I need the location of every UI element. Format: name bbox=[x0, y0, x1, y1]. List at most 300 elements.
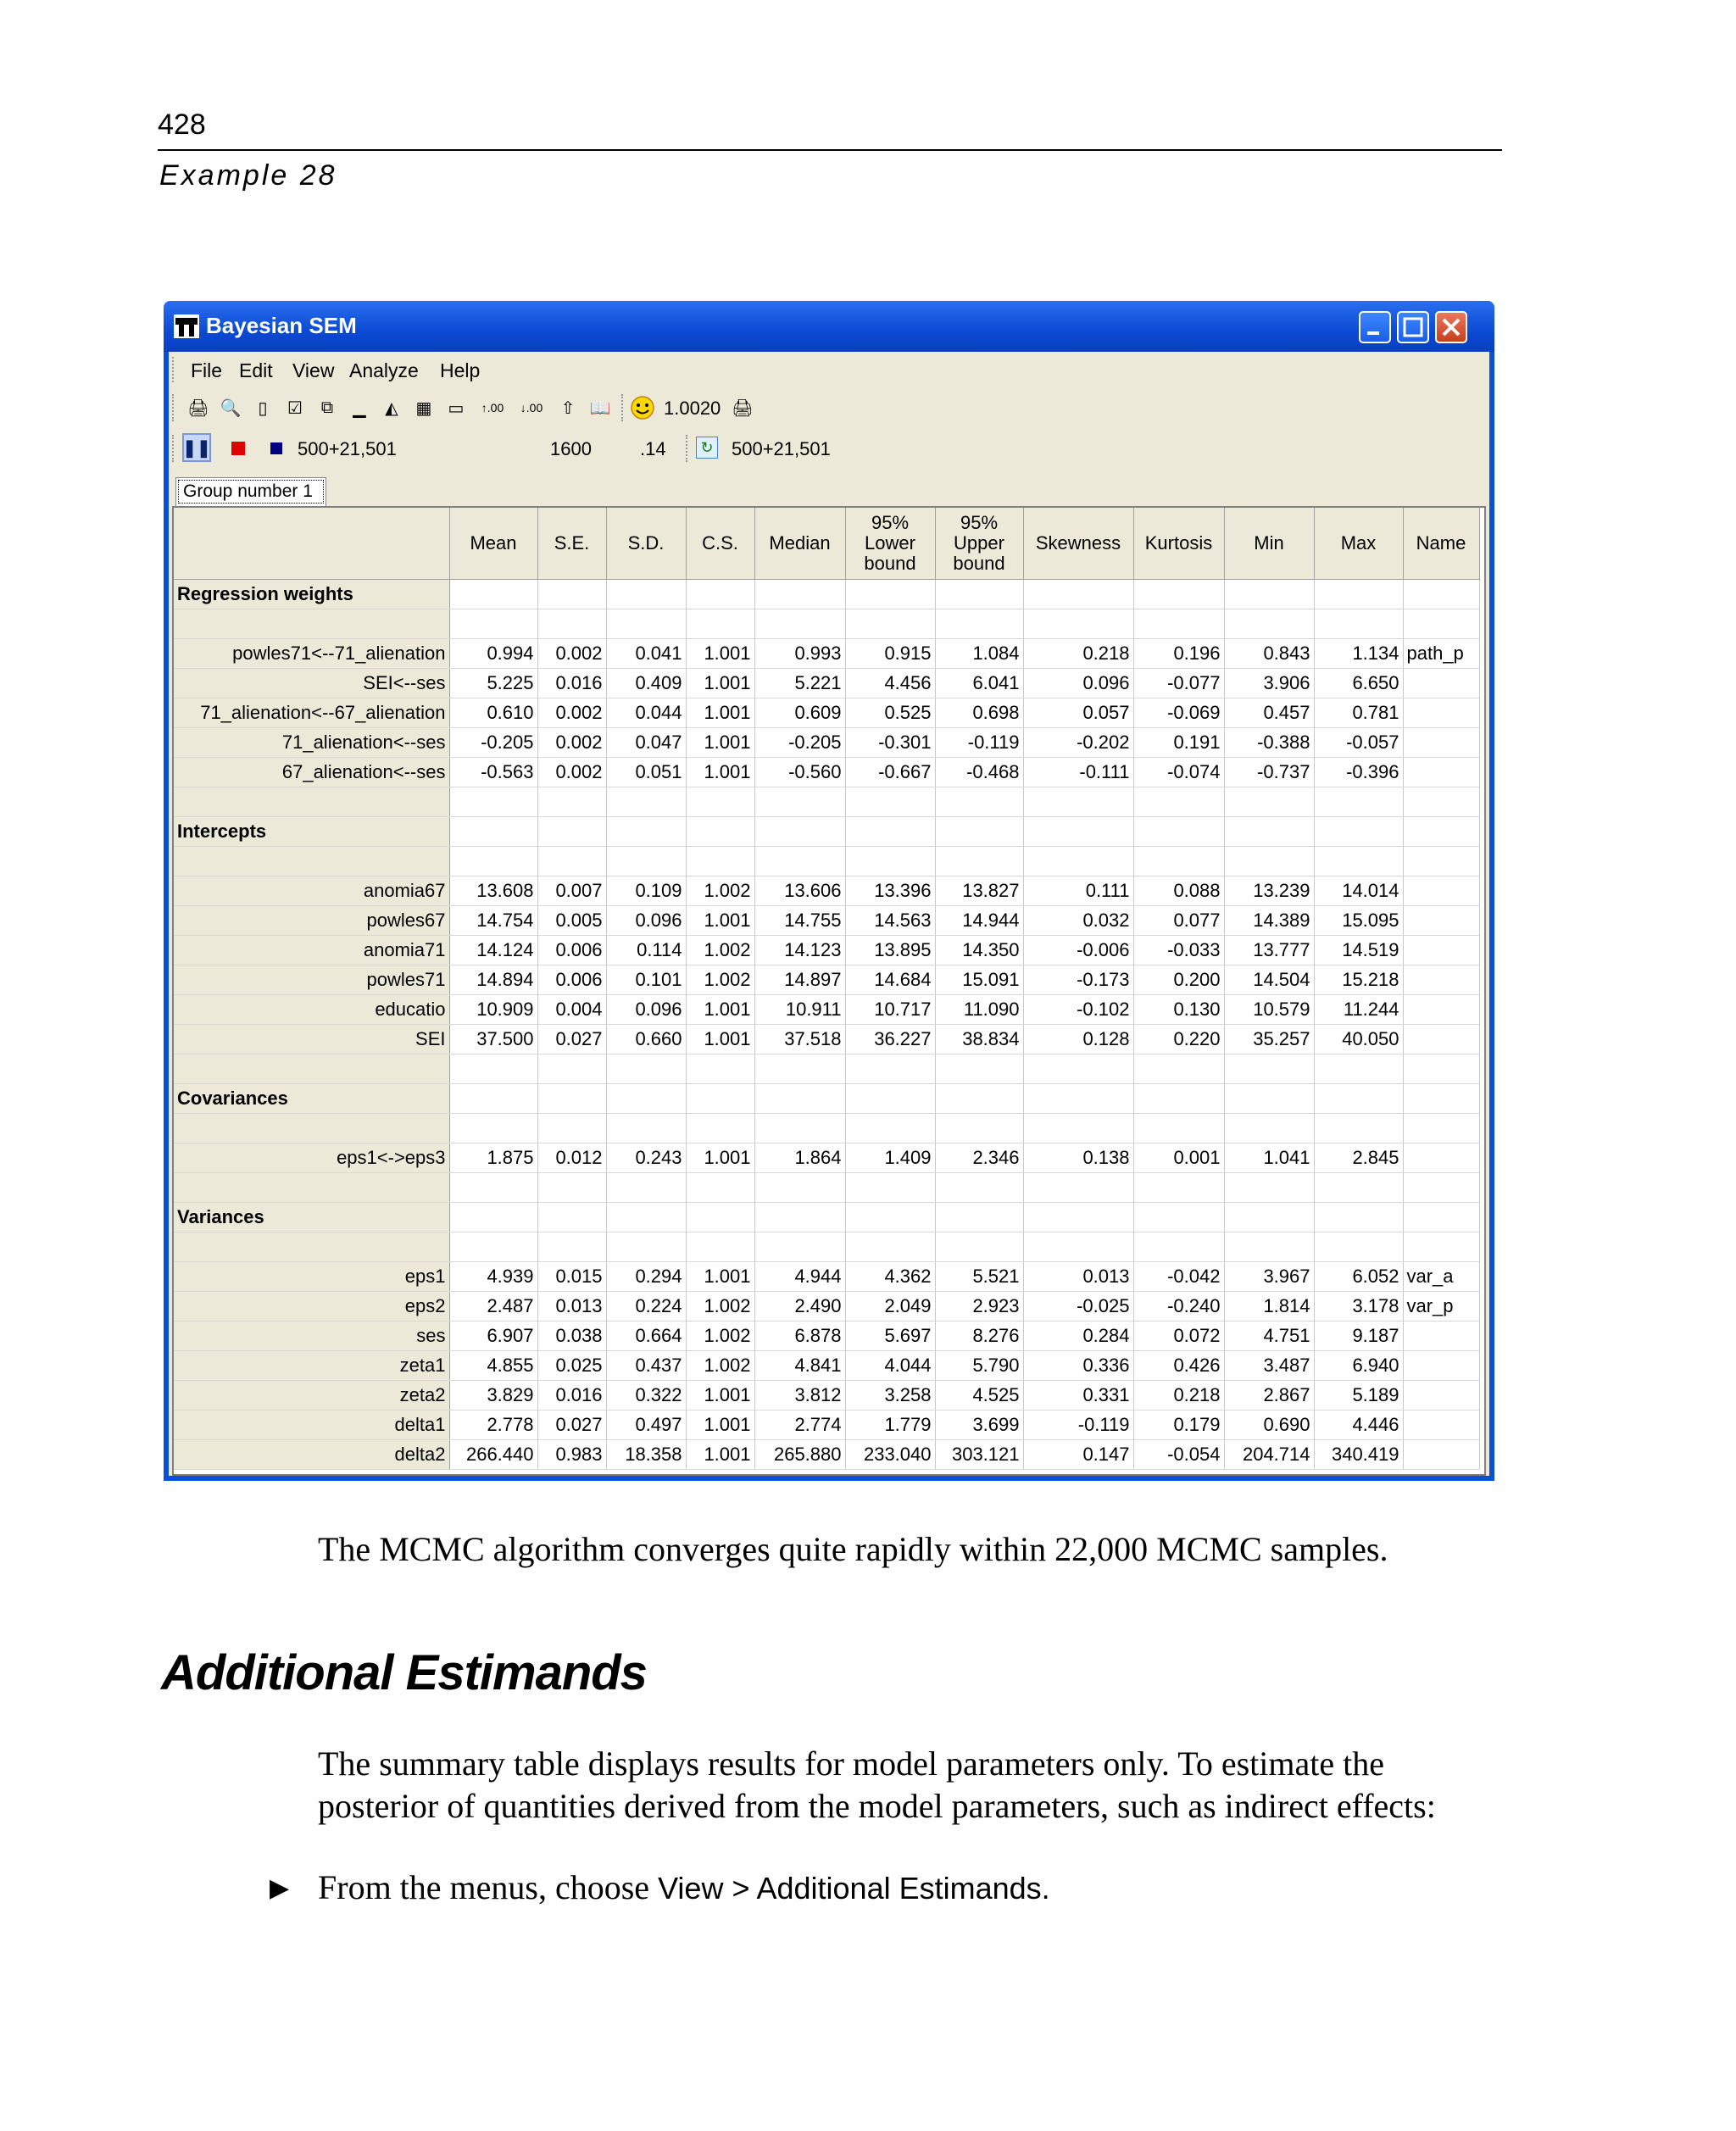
empty-cell bbox=[1314, 609, 1403, 639]
value-cell: 0.096 bbox=[606, 995, 686, 1025]
close-button[interactable] bbox=[1435, 311, 1467, 343]
value-cell: 37.518 bbox=[754, 1025, 845, 1054]
value-cell: 10.579 bbox=[1224, 995, 1314, 1025]
reset-icon[interactable] bbox=[270, 442, 282, 454]
row-label bbox=[174, 609, 449, 639]
parameter-label: 67_alienation<--ses bbox=[174, 758, 449, 787]
value-cell: 13.396 bbox=[845, 876, 935, 906]
column-header[interactable]: Skewness bbox=[1023, 508, 1133, 580]
empty-cell bbox=[537, 1114, 606, 1143]
parameter-label: powles71 bbox=[174, 965, 449, 995]
value-cell: 14.014 bbox=[1314, 876, 1403, 906]
table-row[interactable] bbox=[174, 669, 1479, 698]
value-cell: 1.002 bbox=[686, 965, 754, 995]
parameter-name-cell[interactable] bbox=[1403, 669, 1479, 698]
pin-icon[interactable]: ⇧ bbox=[560, 398, 576, 418]
value-cell: 0.243 bbox=[606, 1143, 686, 1173]
stop-icon[interactable] bbox=[231, 442, 245, 455]
parameter-name-cell[interactable] bbox=[1403, 698, 1479, 728]
value-cell: 0.664 bbox=[606, 1321, 686, 1351]
parameter-name-cell[interactable] bbox=[1403, 1381, 1479, 1410]
empty-cell bbox=[1314, 787, 1403, 817]
parameter-name-cell[interactable] bbox=[1403, 1410, 1479, 1440]
spacer-row bbox=[174, 1173, 1479, 1203]
value-cell: -0.560 bbox=[754, 758, 845, 787]
empty-cell bbox=[537, 580, 606, 609]
value-cell: 0.006 bbox=[537, 965, 606, 995]
parameter-name-cell[interactable] bbox=[1403, 936, 1479, 965]
value-cell: 0.057 bbox=[1023, 698, 1133, 728]
value-cell: -0.202 bbox=[1023, 728, 1133, 758]
empty-cell bbox=[1403, 1114, 1479, 1143]
value-cell: 204.714 bbox=[1224, 1440, 1314, 1470]
value-cell: 14.389 bbox=[1224, 906, 1314, 936]
value-cell: 3.829 bbox=[449, 1381, 537, 1410]
value-cell: 2.774 bbox=[754, 1410, 845, 1440]
value-cell: 0.610 bbox=[449, 698, 537, 728]
value-cell: 14.123 bbox=[754, 936, 845, 965]
value-cell: -0.054 bbox=[1133, 1440, 1224, 1470]
value-cell: 15.218 bbox=[1314, 965, 1403, 995]
section-title: Covariances bbox=[174, 1084, 449, 1114]
value-cell: 0.088 bbox=[1133, 876, 1224, 906]
value-cell: 11.244 bbox=[1314, 995, 1403, 1025]
value-cell: 1.001 bbox=[686, 1143, 754, 1173]
title-bar[interactable] bbox=[164, 301, 1494, 352]
value-cell: 1.001 bbox=[686, 1025, 754, 1054]
value-cell: 2.487 bbox=[449, 1292, 537, 1321]
table-row[interactable] bbox=[174, 1381, 1479, 1410]
value-cell: 0.915 bbox=[845, 639, 935, 669]
value-cell: -0.205 bbox=[449, 728, 537, 758]
table-row[interactable] bbox=[174, 639, 1479, 669]
value-cell: 0.025 bbox=[537, 1351, 606, 1381]
value-cell: 0.138 bbox=[1023, 1143, 1133, 1173]
value-cell: -0.737 bbox=[1224, 758, 1314, 787]
empty-cell bbox=[1403, 580, 1479, 609]
parameter-name-cell[interactable] bbox=[1403, 1025, 1479, 1054]
value-cell: 0.015 bbox=[537, 1262, 606, 1292]
empty-cell bbox=[754, 1084, 845, 1114]
value-cell: 13.895 bbox=[845, 936, 935, 965]
instruction-step bbox=[318, 1867, 1050, 1907]
value-cell: 14.350 bbox=[935, 936, 1023, 965]
value-cell: 0.002 bbox=[537, 758, 606, 787]
value-cell: 1.001 bbox=[686, 995, 754, 1025]
maximize-button[interactable] bbox=[1397, 311, 1429, 343]
value-cell: 266.440 bbox=[449, 1440, 537, 1470]
empty-cell bbox=[1403, 847, 1479, 876]
value-cell: 14.504 bbox=[1224, 965, 1314, 995]
empty-cell bbox=[1314, 1054, 1403, 1084]
parameter-name-cell[interactable]: var_a bbox=[1403, 1262, 1479, 1292]
value-cell: -0.006 bbox=[1023, 936, 1133, 965]
value-cell: 3.487 bbox=[1224, 1351, 1314, 1381]
empty-cell bbox=[686, 847, 754, 876]
empty-cell bbox=[1314, 1084, 1403, 1114]
parameter-name-cell[interactable] bbox=[1403, 1351, 1479, 1381]
parameter-name-cell[interactable] bbox=[1403, 965, 1479, 995]
column-header[interactable]: Kurtosis bbox=[1133, 508, 1224, 580]
menu-file[interactable]: File bbox=[191, 359, 223, 381]
value-cell: 0.609 bbox=[754, 698, 845, 728]
value-cell: 0.409 bbox=[606, 669, 686, 698]
empty-cell bbox=[449, 1173, 537, 1203]
value-cell: 1.875 bbox=[449, 1143, 537, 1173]
empty-cell bbox=[845, 847, 935, 876]
empty-cell bbox=[754, 1114, 845, 1143]
sampling-grip[interactable] bbox=[172, 435, 177, 462]
minimize-button[interactable] bbox=[1359, 311, 1391, 343]
value-cell: 0.002 bbox=[537, 639, 606, 669]
empty-cell bbox=[845, 1173, 935, 1203]
sampling-grip-2[interactable] bbox=[686, 435, 691, 462]
close-icon bbox=[1437, 313, 1466, 342]
empty-cell bbox=[1133, 847, 1224, 876]
parameter-name-cell[interactable] bbox=[1403, 758, 1479, 787]
parameter-name-cell[interactable] bbox=[1403, 906, 1479, 936]
section-row bbox=[174, 1084, 1479, 1114]
value-cell: 0.013 bbox=[1023, 1262, 1133, 1292]
value-cell: 6.052 bbox=[1314, 1262, 1403, 1292]
value-cell: 0.322 bbox=[606, 1381, 686, 1410]
empty-cell bbox=[935, 817, 1023, 847]
value-cell: 1.002 bbox=[686, 876, 754, 906]
empty-cell bbox=[537, 1054, 606, 1084]
empty-cell bbox=[537, 1173, 606, 1203]
empty-cell bbox=[537, 817, 606, 847]
value-cell: -0.240 bbox=[1133, 1292, 1224, 1321]
value-cell: 3.967 bbox=[1224, 1262, 1314, 1292]
table-row[interactable] bbox=[174, 758, 1479, 787]
empty-cell bbox=[845, 609, 935, 639]
empty-cell bbox=[935, 787, 1023, 817]
value-cell: 14.944 bbox=[935, 906, 1023, 936]
table-row[interactable] bbox=[174, 1292, 1479, 1321]
empty-cell bbox=[686, 1084, 754, 1114]
value-cell: 13.827 bbox=[935, 876, 1023, 906]
column-header[interactable]: S.E. bbox=[537, 508, 606, 580]
parameter-name-cell[interactable]: var_p bbox=[1403, 1292, 1479, 1321]
copy-icon[interactable]: ⧉ bbox=[320, 398, 334, 417]
value-cell: -0.025 bbox=[1023, 1292, 1133, 1321]
parameter-label: anomia71 bbox=[174, 936, 449, 965]
value-cell: 3.258 bbox=[845, 1381, 935, 1410]
help-book-icon[interactable]: 📖 bbox=[589, 398, 611, 418]
value-cell: 14.124 bbox=[449, 936, 537, 965]
print-icon-2[interactable]: 🖨 bbox=[732, 398, 754, 418]
empty-cell bbox=[1224, 1114, 1314, 1143]
empty-cell bbox=[1224, 1173, 1314, 1203]
section-row bbox=[174, 817, 1479, 847]
empty-cell bbox=[1224, 1203, 1314, 1232]
parameter-name-cell[interactable]: path_p bbox=[1403, 639, 1479, 669]
empty-cell bbox=[686, 787, 754, 817]
empty-cell bbox=[1403, 787, 1479, 817]
value-cell: 0.218 bbox=[1133, 1381, 1224, 1410]
value-cell: 0.001 bbox=[1133, 1143, 1224, 1173]
sampling-toolbar bbox=[169, 430, 932, 467]
value-cell: 0.006 bbox=[537, 936, 606, 965]
value-cell: 0.781 bbox=[1314, 698, 1403, 728]
empty-cell bbox=[1023, 1173, 1133, 1203]
value-cell: -0.205 bbox=[754, 728, 845, 758]
value-cell: -0.396 bbox=[1314, 758, 1403, 787]
table-row[interactable] bbox=[174, 698, 1479, 728]
parameter-label: eps1 bbox=[174, 1262, 449, 1292]
empty-cell bbox=[686, 817, 754, 847]
print-preview-icon[interactable]: 🔍 bbox=[220, 398, 242, 418]
tab-group-number-1[interactable]: Group number 1 bbox=[175, 477, 326, 506]
value-cell: 3.699 bbox=[935, 1410, 1023, 1440]
minimize-icon bbox=[1360, 313, 1389, 342]
empty-cell bbox=[845, 580, 935, 609]
table-row[interactable] bbox=[174, 1410, 1479, 1440]
empty-cell bbox=[935, 1054, 1023, 1084]
empty-cell bbox=[449, 787, 537, 817]
parameter-label: eps2 bbox=[174, 1292, 449, 1321]
section-heading: Additional Estimands bbox=[161, 1645, 647, 1700]
value-cell: -0.119 bbox=[935, 728, 1023, 758]
value-cell: 6.940 bbox=[1314, 1351, 1403, 1381]
print-icon[interactable]: 🖨 bbox=[187, 398, 209, 418]
value-cell: 2.346 bbox=[935, 1143, 1023, 1173]
table-row[interactable] bbox=[174, 1262, 1479, 1292]
parameter-label: SEI bbox=[174, 1025, 449, 1054]
value-cell: 0.109 bbox=[606, 876, 686, 906]
value-cell: 303.121 bbox=[935, 1440, 1023, 1470]
empty-cell bbox=[1133, 609, 1224, 639]
parameter-name-cell[interactable] bbox=[1403, 1321, 1479, 1351]
empty-cell bbox=[1133, 817, 1224, 847]
empty-cell bbox=[1133, 1173, 1224, 1203]
empty-cell bbox=[845, 1232, 935, 1262]
empty-cell bbox=[606, 847, 686, 876]
increase-decimals-icon[interactable]: ↑.00 bbox=[481, 401, 504, 415]
menu-analyze[interactable]: Analyze bbox=[349, 359, 419, 381]
empty-cell bbox=[754, 1232, 845, 1262]
section-title: Regression weights bbox=[174, 580, 449, 609]
menu-bar bbox=[169, 352, 1489, 387]
empty-cell bbox=[1314, 1114, 1403, 1143]
empty-cell bbox=[606, 609, 686, 639]
column-header[interactable]: C.S. bbox=[686, 508, 754, 580]
column-header[interactable]: 95% Lower bound bbox=[845, 508, 935, 580]
table-row[interactable] bbox=[174, 1143, 1479, 1173]
pause-button[interactable] bbox=[182, 433, 211, 462]
value-cell: 0.843 bbox=[1224, 639, 1314, 669]
value-cell: -0.057 bbox=[1314, 728, 1403, 758]
parameter-name-cell[interactable] bbox=[1403, 728, 1479, 758]
empty-cell bbox=[1314, 1203, 1403, 1232]
empty-cell bbox=[1023, 787, 1133, 817]
value-cell: -0.301 bbox=[845, 728, 935, 758]
table-row[interactable] bbox=[174, 1440, 1479, 1470]
empty-cell bbox=[1314, 847, 1403, 876]
histogram-icon[interactable]: ◭ bbox=[385, 398, 398, 418]
empty-cell bbox=[1023, 1203, 1133, 1232]
empty-cell bbox=[449, 817, 537, 847]
value-cell: -0.074 bbox=[1133, 758, 1224, 787]
value-cell: 14.894 bbox=[449, 965, 537, 995]
bullet-arrow-icon: ▶ bbox=[270, 1874, 290, 1902]
body-paragraph: The summary table displays results for model parameters only. To estimate the posterior of quantities derived from the model parameters, such as indirect effects: bbox=[318, 1744, 1436, 1825]
column-header[interactable]: Min bbox=[1224, 508, 1314, 580]
table-row[interactable] bbox=[174, 876, 1479, 906]
column-header[interactable]: 95% Upper bound bbox=[935, 508, 1023, 580]
table-row[interactable] bbox=[174, 936, 1479, 965]
column-header[interactable]: Name bbox=[1403, 508, 1479, 580]
value-cell: 0.994 bbox=[449, 639, 537, 669]
document-icon[interactable]: ▯ bbox=[258, 398, 268, 418]
check-doc-icon[interactable]: ☑ bbox=[287, 398, 303, 418]
value-cell: 0.331 bbox=[1023, 1381, 1133, 1410]
value-cell: 1.001 bbox=[686, 669, 754, 698]
trace-plot-icon[interactable]: ▁ bbox=[353, 398, 366, 418]
value-cell: 14.519 bbox=[1314, 936, 1403, 965]
parameter-label: 71_alienation<--ses bbox=[174, 728, 449, 758]
empty-cell bbox=[606, 1173, 686, 1203]
value-cell: 1.001 bbox=[686, 906, 754, 936]
value-cell: 40.050 bbox=[1314, 1025, 1403, 1054]
value-cell: 4.939 bbox=[449, 1262, 537, 1292]
empty-cell bbox=[1133, 1084, 1224, 1114]
column-header[interactable]: S.D. bbox=[606, 508, 686, 580]
value-cell: 0.005 bbox=[537, 906, 606, 936]
empty-cell bbox=[606, 787, 686, 817]
empty-cell bbox=[754, 609, 845, 639]
step-menu-path: View > Additional Estimands. bbox=[658, 1871, 1050, 1906]
empty-cell bbox=[1133, 580, 1224, 609]
value-cell: 14.754 bbox=[449, 906, 537, 936]
empty-cell bbox=[1403, 609, 1479, 639]
value-cell: 14.755 bbox=[754, 906, 845, 936]
empty-cell bbox=[1023, 1084, 1133, 1114]
value-cell: 6.650 bbox=[1314, 669, 1403, 698]
table-row[interactable] bbox=[174, 1321, 1479, 1351]
value-cell: 0.179 bbox=[1133, 1410, 1224, 1440]
empty-cell bbox=[935, 1173, 1023, 1203]
empty-cell bbox=[935, 609, 1023, 639]
empty-cell bbox=[606, 817, 686, 847]
empty-cell bbox=[754, 1203, 845, 1232]
value-cell: 4.944 bbox=[754, 1262, 845, 1292]
column-header[interactable]: Mean bbox=[449, 508, 537, 580]
value-cell: 2.490 bbox=[754, 1292, 845, 1321]
empty-cell bbox=[686, 1232, 754, 1262]
decrease-decimals-icon[interactable]: ↓.00 bbox=[520, 401, 543, 415]
value-cell: 0.437 bbox=[606, 1351, 686, 1381]
table-row[interactable] bbox=[174, 728, 1479, 758]
refresh-icon[interactable]: ↻ bbox=[696, 437, 718, 459]
figure-caption: The MCMC algorithm converges quite rapidly within 22,000 MCMC samples. bbox=[318, 1530, 1388, 1568]
value-cell: 0.004 bbox=[537, 995, 606, 1025]
value-cell: 1.002 bbox=[686, 1321, 754, 1351]
table-row[interactable] bbox=[174, 995, 1479, 1025]
summary-table bbox=[174, 508, 1480, 1470]
value-cell: 2.778 bbox=[449, 1410, 537, 1440]
empty-cell bbox=[686, 1114, 754, 1143]
value-cell: 265.880 bbox=[754, 1440, 845, 1470]
value-cell: 0.047 bbox=[606, 728, 686, 758]
parameter-name-cell[interactable] bbox=[1403, 995, 1479, 1025]
value-cell: 0.698 bbox=[935, 698, 1023, 728]
value-cell: 0.101 bbox=[606, 965, 686, 995]
empty-cell bbox=[1314, 580, 1403, 609]
toolbar-grip-2[interactable] bbox=[621, 394, 626, 421]
value-cell: 1.001 bbox=[686, 1262, 754, 1292]
value-cell: 0.027 bbox=[537, 1410, 606, 1440]
section-title: Intercepts bbox=[174, 817, 449, 847]
empty-cell bbox=[1133, 1203, 1224, 1232]
value-cell: 4.456 bbox=[845, 669, 935, 698]
empty-cell bbox=[537, 787, 606, 817]
empty-cell bbox=[1224, 1054, 1314, 1084]
value-cell: 0.013 bbox=[537, 1292, 606, 1321]
table-row[interactable] bbox=[174, 906, 1479, 936]
options-icon[interactable]: ▭ bbox=[448, 398, 465, 418]
value-cell: 0.218 bbox=[1023, 639, 1133, 669]
value-cell: 0.002 bbox=[537, 698, 606, 728]
empty-cell bbox=[754, 787, 845, 817]
table-icon[interactable]: ▦ bbox=[415, 398, 432, 418]
column-header[interactable]: Max bbox=[1314, 508, 1403, 580]
value-cell: 1.001 bbox=[686, 1381, 754, 1410]
empty-cell bbox=[537, 847, 606, 876]
toolbar-grip[interactable] bbox=[172, 394, 177, 421]
row-label bbox=[174, 847, 449, 876]
value-cell: 0.096 bbox=[606, 906, 686, 936]
menu-view[interactable]: View bbox=[292, 359, 335, 381]
column-header[interactable]: Median bbox=[754, 508, 845, 580]
menu-help[interactable]: Help bbox=[440, 359, 481, 381]
empty-cell bbox=[1224, 1084, 1314, 1114]
table-row[interactable] bbox=[174, 1351, 1479, 1381]
empty-cell bbox=[1023, 1114, 1133, 1143]
table-row[interactable] bbox=[174, 965, 1479, 995]
value-cell: 0.041 bbox=[606, 639, 686, 669]
parameter-name-cell[interactable] bbox=[1403, 1440, 1479, 1470]
value-cell: 8.276 bbox=[935, 1321, 1023, 1351]
value-cell: 1.814 bbox=[1224, 1292, 1314, 1321]
value-cell: 0.007 bbox=[537, 876, 606, 906]
sample-count: 1600 bbox=[550, 438, 592, 459]
value-cell: 10.911 bbox=[754, 995, 845, 1025]
table-row[interactable] bbox=[174, 1025, 1479, 1054]
section-row bbox=[174, 1203, 1479, 1232]
value-cell: 0.191 bbox=[1133, 728, 1224, 758]
empty-cell bbox=[449, 847, 537, 876]
spacer-row bbox=[174, 1232, 1479, 1262]
value-cell: 37.500 bbox=[449, 1025, 537, 1054]
value-cell: 5.221 bbox=[754, 669, 845, 698]
value-cell: 0.426 bbox=[1133, 1351, 1224, 1381]
header-rule bbox=[158, 149, 1502, 151]
parameter-name-cell[interactable] bbox=[1403, 1143, 1479, 1173]
value-cell: 11.090 bbox=[935, 995, 1023, 1025]
menu-edit[interactable]: Edit bbox=[239, 359, 273, 381]
empty-cell bbox=[845, 1084, 935, 1114]
value-cell: 0.012 bbox=[537, 1143, 606, 1173]
value-cell: 15.091 bbox=[935, 965, 1023, 995]
value-cell: 1.002 bbox=[686, 1351, 754, 1381]
step-lead: From the menus, choose bbox=[318, 1868, 659, 1906]
value-cell: 0.016 bbox=[537, 1381, 606, 1410]
empty-cell bbox=[935, 1084, 1023, 1114]
parameter-name-cell[interactable] bbox=[1403, 876, 1479, 906]
value-cell: -0.042 bbox=[1133, 1262, 1224, 1292]
menu-grip[interactable] bbox=[172, 357, 177, 382]
